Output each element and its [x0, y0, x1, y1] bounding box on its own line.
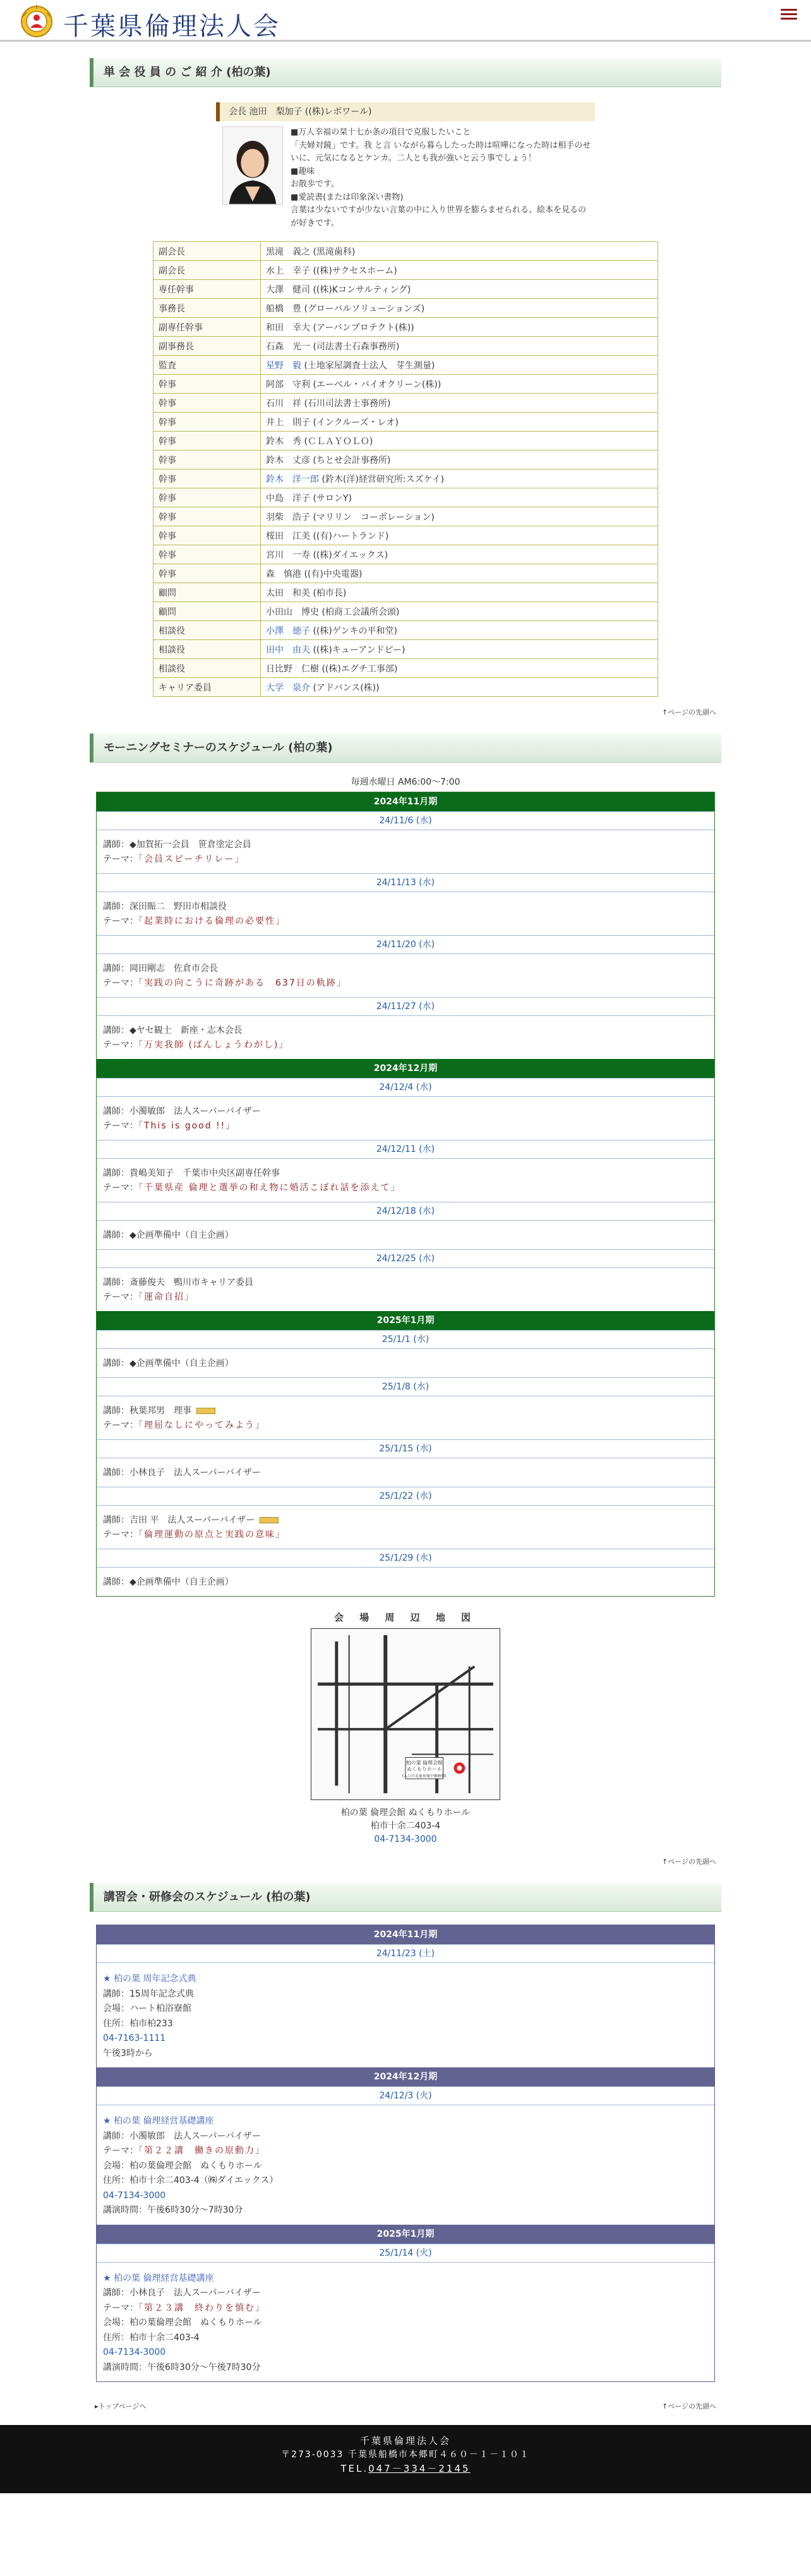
officer-row — [153, 602, 658, 621]
seminar-date: 25/1/8 (水) — [97, 1377, 714, 1396]
officer-name-link[interactable]: 星野 毅 — [266, 360, 301, 371]
seminar-lecturer — [103, 1276, 708, 1290]
officer-name — [261, 432, 658, 450]
training-date: 25/1/14 (火) — [97, 2244, 714, 2263]
officer-row — [153, 261, 658, 280]
officer-role: 幹事 — [153, 375, 261, 394]
training-date: 24/12/3 (火) — [97, 2086, 714, 2105]
officer-name-link[interactable]: 田中 由夫 — [266, 644, 310, 655]
seminar-lecturer-text: 講師：深田賑二 野田市相談役 — [103, 902, 227, 912]
seminar-lecturer-text: 講師：◆ヤセ観士 新座・志木会長 — [103, 1025, 243, 1036]
seminar-date: 24/11/13 (水) — [97, 873, 714, 892]
seminar-lecturer — [103, 1575, 708, 1590]
seminar-theme — [103, 852, 708, 867]
officer-name — [261, 488, 658, 507]
training-line: 会場：柏の葉倫理会館 ぬくもりホール — [103, 2318, 262, 2328]
officer-name-text: 水上 幸子 ((株)サクセスホーム) — [266, 265, 397, 276]
seminar-date: 24/11/20 (水) — [97, 935, 714, 954]
officer-name — [261, 394, 658, 413]
training-tel-link[interactable]: 04-7134-3000 — [103, 2347, 166, 2357]
footer-tel — [0, 2462, 811, 2475]
seminar-lecturer — [103, 900, 708, 914]
page-top-link-3[interactable]: ↑ページの先頭へ — [662, 2402, 716, 2410]
training-month-bar: 2024年12月期 — [97, 2067, 714, 2086]
seminar-lecturer — [103, 1404, 708, 1418]
president-text-line: お散歩です。 — [291, 179, 339, 189]
officer-row — [153, 413, 658, 432]
seminar-theme — [103, 1038, 708, 1053]
officer-name-link[interactable]: 鈴木 洋一郎 — [266, 474, 319, 485]
seminar-theme-prefix: テーマ： — [103, 854, 138, 864]
seminar-lecturer — [103, 962, 708, 976]
officer-role: 幹事 — [153, 469, 261, 488]
training-line: 講師：15周年記念式典 — [103, 1988, 194, 1999]
officer-row — [153, 640, 658, 659]
seminar-entry — [97, 1568, 714, 1596]
logo-emblem-icon[interactable] — [18, 4, 56, 38]
training-theme-title: 「第２２講 働きの原動力」 — [138, 2146, 265, 2156]
map-label-hall: 柏の葉 倫理会館 — [406, 1760, 443, 1766]
officer-name — [261, 564, 658, 583]
top-page-link[interactable]: ▸トップページへ — [95, 2402, 147, 2410]
officer-role: 副会長 — [153, 242, 261, 261]
president-text-line: ■愛読書(または印象深い書物) — [291, 192, 404, 202]
officer-role: 幹事 — [153, 488, 261, 507]
training-theme-prefix: テーマ： — [103, 2302, 138, 2313]
seminar-lecturer-text: 講師：◆企画準備中（自主企画） — [103, 1358, 234, 1369]
officer-role: 相談役 — [153, 640, 261, 659]
officer-company: (土地家屋調査士法人 芽生測量) — [301, 360, 435, 371]
officer-row — [153, 488, 658, 507]
officer-role: 事務長 — [153, 299, 261, 318]
seminar-entry — [97, 1016, 714, 1059]
officer-row — [153, 375, 658, 394]
seminar-date: 24/12/11 (水) — [97, 1140, 714, 1159]
training-line: 講師：小濁敏郎 法人スーパーバイザー — [103, 2131, 261, 2141]
venue-name: 柏の葉 倫理会館 ぬくもりホール — [340, 1808, 471, 1818]
president-text-line: ■趣味 — [291, 166, 315, 176]
seminar-theme — [103, 1528, 708, 1542]
officer-row — [153, 242, 658, 261]
profile-badge-icon[interactable] — [196, 1408, 215, 1414]
seminar-entry — [97, 1396, 714, 1439]
seminar-date: 25/1/29 (水) — [97, 1549, 714, 1568]
officer-row — [153, 621, 658, 640]
training-entry — [97, 2263, 714, 2382]
officer-row — [153, 659, 658, 678]
bottom-nav — [90, 2401, 721, 2411]
footer-address: 〒273-0033 千葉県船橋市本郷町４６０－１－１０１ — [281, 2450, 530, 2460]
officer-name — [261, 242, 658, 261]
training-theme-title: 「第２３講 終わりを慎む」 — [138, 2302, 265, 2313]
hamburger-menu-icon[interactable] — [781, 6, 797, 27]
seminar-month-bar: 2024年11月期 — [97, 792, 714, 811]
training-event-link[interactable]: ★ 柏の葉 倫理経営基礎講座 — [103, 2273, 214, 2283]
seminar-lecturer-text: 講師：小濁敏郎 法人スーパーバイザー — [103, 1106, 261, 1116]
training-line: 講師：小林良子 法人スーパーバイザー — [103, 2288, 261, 2298]
training-month-bar: 2024年11月期 — [97, 1925, 714, 1944]
seminar-date: 24/11/6 (水) — [97, 811, 714, 830]
president-profile-text — [291, 126, 594, 230]
seminar-lecturer — [103, 1228, 708, 1243]
site-title[interactable]: 千葉県倫理法人会 — [63, 12, 280, 41]
officer-name-text: 阿部 守利 (エーベル・バイオクリーン(株)) — [266, 379, 442, 390]
map-label-hall2: ぬくもりホール — [407, 1766, 442, 1772]
officer-row — [153, 545, 658, 564]
officer-name-text: 黒滝 義之 (黒滝歯科) — [266, 246, 356, 257]
seminar-lecturer — [103, 1166, 708, 1181]
training-line: 住所：柏市十余二403-4 — [103, 2332, 200, 2343]
seminar-theme-title: 「千葉県産 倫理と選挙の和え物に婚活こぼれ話を添えて」 — [138, 1183, 401, 1193]
officer-row — [153, 280, 658, 299]
officer-name-text: 鈴木 丈彦 (ちとせ会計事務所) — [266, 455, 391, 466]
officer-name-text: 石川 祥 (石川司法書士事務所) — [266, 398, 391, 409]
president-title: 会長 池田 梨加子 ((株)レボワール) — [216, 102, 595, 121]
training-schedule — [96, 1925, 715, 2382]
seminar-theme-prefix: テーマ： — [103, 1040, 138, 1050]
officer-row — [153, 583, 658, 602]
seminar-date: 24/12/18 (水) — [97, 1202, 714, 1221]
seminar-lecturer-text: 講師：岡田剛志 佐倉市会長 — [103, 964, 218, 974]
seminar-entry — [97, 1458, 714, 1487]
officer-name — [261, 299, 658, 318]
officer-role: 顧問 — [153, 583, 261, 602]
page-top-link-2[interactable]: ↑ページの先頭へ — [662, 1858, 716, 1866]
training-entry — [97, 2105, 714, 2225]
officer-name — [261, 375, 658, 394]
officer-name — [261, 678, 658, 697]
seminar-lecturer-text: 講師：秋葉邦男 理事 — [103, 1406, 191, 1416]
president-photo — [222, 126, 283, 205]
officer-row — [153, 450, 658, 469]
page-top-link[interactable]: ↑ページの先頭へ — [662, 708, 716, 717]
map-title: 会 場 周 辺 地 図 — [333, 1612, 478, 1623]
officer-role: 幹事 — [153, 450, 261, 469]
officer-name — [261, 545, 658, 564]
training-line: 住所：柏市柏233 — [103, 2018, 173, 2029]
venue-map-block — [96, 1611, 715, 1846]
seminar-theme-prefix: テーマ： — [103, 1183, 138, 1193]
officer-row — [153, 507, 658, 526]
seminar-lecturer — [103, 1466, 708, 1480]
seminar-entry — [97, 954, 714, 997]
seminar-date: 25/1/22 (水) — [97, 1487, 714, 1506]
officer-name-text: 中島 洋子 (サロンY) — [266, 493, 352, 504]
seminar-entry — [97, 892, 714, 935]
seminar-theme-title: 「会員スピーチリレー」 — [138, 854, 245, 864]
officer-row — [153, 564, 658, 583]
officer-role: 幹事 — [153, 507, 261, 526]
seminar-date: 25/1/15 (水) — [97, 1439, 714, 1458]
officer-row — [153, 299, 658, 318]
seminar-theme-title: 「万実我師 (ばんしょうわがし)」 — [138, 1040, 289, 1050]
seminar-lecturer — [103, 1513, 708, 1528]
seminar-theme-title: 「倫理運動の原点と実践の意味」 — [138, 1530, 285, 1540]
venue-caption — [96, 1806, 715, 1846]
seminar-lecturer-text: 講師：小林良子 法人スーパーバイザー — [103, 1468, 261, 1478]
training-section-heading: 講習会・研修会のスケジュール (柏の葉) — [90, 1883, 721, 1912]
officer-company: (鈴木(洋)経営研究所:スズケイ) — [319, 474, 445, 485]
seminar-entry — [97, 1349, 714, 1377]
seminar-entry — [97, 1506, 714, 1549]
site-footer — [0, 2425, 811, 2493]
venue-map[interactable] — [311, 1628, 500, 1800]
seminar-entry — [97, 1159, 714, 1202]
officer-name-link[interactable]: 大学 泉介 — [266, 682, 310, 693]
officer-role: 幹事 — [153, 432, 261, 450]
training-line: 住所：柏市十余二403-4（㈱ダイエックス） — [103, 2175, 279, 2186]
officer-name-link[interactable]: 小澤 徳子 — [266, 626, 310, 636]
training-line: 会場：柏の葉倫理会館 ぬくもりホール — [103, 2160, 262, 2171]
training-theme-prefix: テーマ： — [103, 2146, 138, 2156]
map-label-hall3: (入口の北東角地中継路側) — [402, 1774, 447, 1779]
officer-name-text: 太田 和美 (柏市長) — [266, 588, 347, 598]
seminar-intro: 毎週水曜日 AM6:00～7:00 — [351, 777, 460, 787]
seminar-theme-title: 「理屈なしにやってみよう」 — [138, 1420, 265, 1430]
seminar-entry — [97, 830, 714, 873]
officer-name-text: 井上 則子 (インクルーズ・レオ) — [266, 417, 399, 428]
seminar-entry — [97, 1097, 714, 1140]
training-line: 講演時間：午後6時30分～午後7時30分 — [103, 2362, 261, 2373]
officer-row — [153, 318, 658, 337]
officer-name — [261, 337, 658, 356]
officer-name — [261, 602, 658, 621]
officer-row — [153, 337, 658, 356]
training-date: 24/11/23 (土) — [97, 1944, 714, 1963]
seminar-lecturer — [103, 1357, 708, 1371]
training-event-link[interactable]: ★ 柏の葉 倫理経営基礎講座 — [103, 2116, 214, 2126]
footer-tel-prefix: TEL. — [340, 2463, 369, 2474]
officer-row — [153, 526, 658, 545]
seminar-lecturer-text: 講師：吉田 平 法人スーパーバイザー — [103, 1515, 255, 1525]
officer-name — [261, 526, 658, 545]
seminar-theme-prefix: テーマ： — [103, 916, 138, 926]
officer-role: 顧問 — [153, 602, 261, 621]
president-text-line: ■万人幸福の栞十七か条の項目で克服したいこと — [291, 128, 471, 137]
president-card — [216, 102, 595, 230]
seminar-lecturer — [103, 1104, 708, 1119]
officer-row — [153, 678, 658, 697]
officer-role: 相談役 — [153, 659, 261, 678]
officer-name-text: 羽柴 浩子 (マリリン コーポレーション) — [266, 512, 435, 523]
seminar-month-bar: 2025年1月期 — [97, 1311, 714, 1330]
seminar-month-bar: 2024年12月期 — [97, 1059, 714, 1078]
site-header — [0, 0, 811, 42]
officer-name-text: 鈴木 秀 (ＣＬＡＹＯＬＯ) — [266, 436, 373, 447]
officer-name — [261, 413, 658, 432]
seminar-lecturer-text: 講師：◆企画準備中（自主企画） — [103, 1230, 234, 1240]
seminar-lecturer-text: 講師：斎藤俊夫 鴨川市キャリア委員 — [103, 1278, 253, 1288]
seminar-theme-title: 「運命自招」 — [138, 1292, 195, 1302]
training-tel-link[interactable]: 04-7134-3000 — [103, 2190, 166, 2201]
training-line: 会場：ハート柏浴寮館 — [103, 2004, 191, 2014]
seminar-theme — [103, 1290, 708, 1305]
seminar-theme — [103, 914, 708, 929]
officer-row — [153, 469, 658, 488]
officer-company: ((株)キューアンドピー) — [310, 644, 406, 655]
seminar-date: 24/12/25 (水) — [97, 1249, 714, 1268]
profile-badge-icon[interactable] — [260, 1517, 279, 1523]
seminar-theme-title: 「This is good !!」 — [138, 1121, 236, 1131]
officer-role: 専任幹事 — [153, 280, 261, 299]
officer-name — [261, 356, 658, 375]
seminar-entry — [97, 1221, 714, 1249]
officers-table — [153, 241, 658, 697]
officer-role: 副事務長 — [153, 337, 261, 356]
officer-name — [261, 261, 658, 280]
officer-role: 幹事 — [153, 526, 261, 545]
seminar-theme-prefix: テーマ： — [103, 1121, 138, 1131]
officer-row — [153, 356, 658, 375]
seminar-date: 24/12/4 (水) — [97, 1078, 714, 1097]
officer-row — [153, 432, 658, 450]
training-event-link[interactable]: ★ 柏の葉 周年記念式典 — [103, 1974, 196, 1984]
officer-role: 副会長 — [153, 261, 261, 280]
officer-name — [261, 659, 658, 678]
officer-name — [261, 280, 658, 299]
seminar-lecturer-text: 講師：◆加賀拓一会員 笹倉塗定会員 — [103, 840, 251, 850]
seminar-lecturer-text: 講師：貴嶋美知子 千葉市中央区副専任幹事 — [103, 1168, 280, 1178]
seminar-lecturer — [103, 1024, 708, 1038]
seminar-lecturer — [103, 838, 708, 852]
seminar-theme-prefix: テーマ： — [103, 978, 138, 988]
seminar-entry — [97, 1268, 714, 1311]
training-tel-link[interactable]: 04-7163-1111 — [103, 2033, 166, 2043]
footer-tel-link[interactable]: 047－334－2145 — [368, 2463, 471, 2474]
officer-row — [153, 394, 658, 413]
officer-name-text: 森 慎港 ((有)中央電器) — [266, 569, 363, 579]
seminar-date: 24/11/27 (水) — [97, 997, 714, 1016]
seminar-date: 25/1/1 (水) — [97, 1330, 714, 1349]
seminar-theme-prefix: テーマ： — [103, 1530, 138, 1540]
president-text-line: 言葉は少ないですが少ない言葉の中に入り世界を膨らませられる、絵本を見るのが好きです。 — [291, 205, 587, 228]
officer-name-text: 桜田 江美 ((有)ハートランド) — [266, 531, 389, 541]
training-entry — [97, 1963, 714, 2067]
footer-org: 千葉県倫理法人会 — [359, 2435, 451, 2446]
officer-name — [261, 621, 658, 640]
seminar-theme-title: 「実践の向こうに奇跡がある 637日の軌跡」 — [138, 978, 347, 988]
officer-name-text: 和田 幸大 (アーバンプロテクト(株)) — [266, 322, 414, 333]
officer-company: (アドバンス(株)) — [310, 682, 380, 693]
training-month-bar: 2025年1月期 — [97, 2225, 714, 2244]
officers-section-heading: 単 会 役 員 の ご 紹 介 (柏の葉) — [90, 58, 721, 87]
training-line: 講演時間：午後6時30分～7時30分 — [103, 2205, 243, 2215]
officer-company: ((株)ゲンキの平和堂) — [310, 626, 398, 636]
seminar-lecturer-text: 講師：◆企画準備中（自主企画） — [103, 1577, 234, 1587]
training-theme — [103, 2301, 708, 2316]
officer-role: 監査 — [153, 356, 261, 375]
officer-name-text: 大澤 健司 ((株)Kコンサルティング) — [266, 284, 411, 295]
officer-role: 幹事 — [153, 545, 261, 564]
seminar-theme — [103, 1119, 708, 1134]
officer-name-text: 石森 光一 (司法書士石森事務所) — [266, 341, 400, 352]
venue-address: 柏市十余二403-4 — [370, 1821, 441, 1831]
officer-role: 相談役 — [153, 621, 261, 640]
officer-name — [261, 583, 658, 602]
seminar-schedule — [96, 792, 715, 1597]
officer-name-text: 日比野 仁樹 ((株)エグチ工事部) — [266, 663, 398, 674]
officer-role: 幹事 — [153, 413, 261, 432]
officer-name-text: 船橋 豊 (グローバルソリューションズ) — [266, 303, 425, 314]
seminar-theme-title: 「起業時における倫理の必要性」 — [138, 916, 285, 926]
officer-name — [261, 318, 658, 337]
seminar-theme — [103, 1181, 708, 1195]
seminar-theme-prefix: テーマ： — [103, 1292, 138, 1302]
officer-name — [261, 469, 658, 488]
officer-name-text: 小田山 博史 (柏商工会議所会頭) — [266, 607, 400, 617]
training-line: 午後3時から — [103, 2048, 153, 2059]
seminar-theme-prefix: テーマ： — [103, 1420, 138, 1430]
officer-name — [261, 507, 658, 526]
seminar-theme — [103, 1418, 708, 1433]
officer-role: 幹事 — [153, 394, 261, 413]
president-text-line: 「夫婦対鏡」です。我 と言 いながら暮らしたった時は喧嘩になった時は相手のせいに、元気になるとケンカ。二人とも我が強いと云う事でしょう！ — [291, 140, 591, 163]
officer-name-text: 宮川 一寿 ((株)ダイエックス) — [266, 550, 388, 560]
seminar-theme — [103, 976, 708, 991]
seminar-section-heading: モーニングセミナーのスケジュール (柏の葉) — [90, 734, 721, 763]
officer-name — [261, 640, 658, 659]
officer-role: 幹事 — [153, 564, 261, 583]
officer-role: キャリア委員 — [153, 678, 261, 697]
training-theme — [103, 2144, 708, 2159]
officer-name — [261, 450, 658, 469]
officer-role: 副専任幹事 — [153, 318, 261, 337]
venue-tel-link[interactable]: 04-7134-3000 — [374, 1834, 437, 1844]
